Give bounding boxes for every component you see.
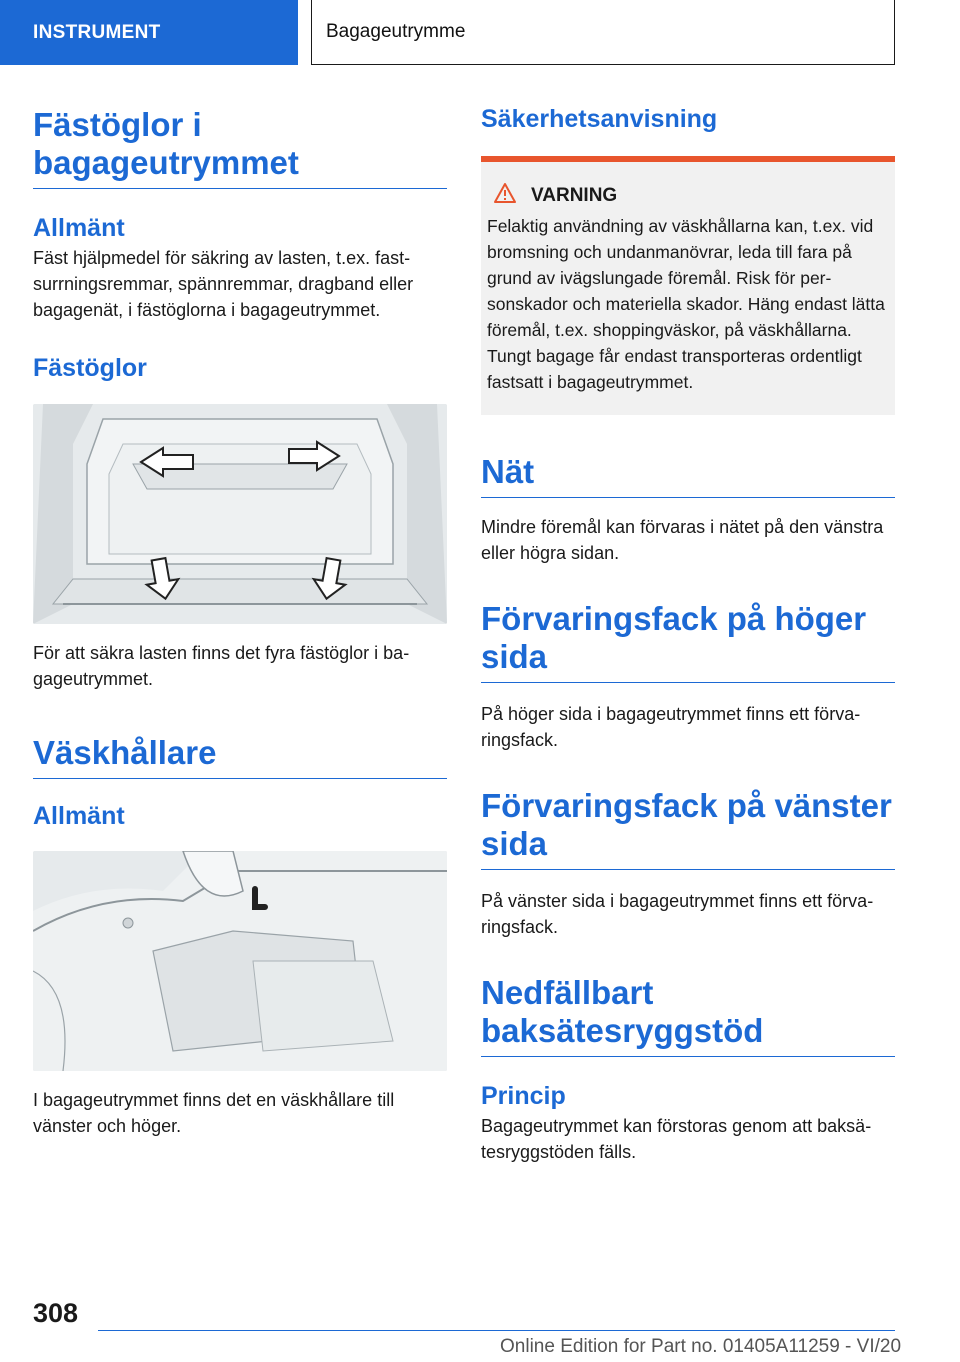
subheading-safety: Säkerhetsanvisning <box>481 105 718 133</box>
bag-hooks-caption: I bagageutrymmet finns det en väskhållare till vänster och höger. <box>33 1090 395 1136</box>
tie-down-eyes-illustration <box>33 404 447 624</box>
subheading-tie-down-eyes: Fästöglor <box>33 354 147 382</box>
section-title-right-compartment: Förvaringsfack på höger sida <box>481 600 895 683</box>
section-title-net: Nät <box>481 453 895 498</box>
section-title-bag-hooks: Väskhållare <box>33 734 447 779</box>
section-header-label: Bagageutrymme <box>326 21 466 42</box>
warning-header <box>487 182 887 209</box>
warning-triangle-icon <box>493 182 517 209</box>
general-paragraph: Fäst hjälpmedel för säkring av lasten, t.ex. fastsurrningsremmar, spännremmar, dragband eller bagagenät, i fästöglorna i bagageutrymmet. <box>33 248 414 320</box>
left-compartment-paragraph: På vänster sida i bagageutrymmet finns ett förvaringsfack. <box>481 891 874 937</box>
subheading-bag-hooks-general: Allmänt <box>33 802 125 830</box>
section-title-fold-down-backrest: Nedfällbart baksätesryggstöd <box>481 974 895 1057</box>
trunk-side-drawing <box>33 851 447 1071</box>
right-compartment-paragraph: På höger sida i bagageutrymmet finns ett förvaringsfack. <box>481 704 861 750</box>
warning-title: VARNING <box>531 184 618 206</box>
chapter-tab[interactable] <box>0 0 298 65</box>
chapter-tab-label: INSTRUMENT <box>33 21 161 43</box>
left-column <box>33 100 447 1139</box>
bag-hook-illustration <box>33 851 447 1071</box>
warning-box <box>481 156 895 415</box>
warning-text: Felaktig användning av väskhållarna kan, t.ex. vid bromsning och undanmanövrar, leda till fara på grund av ivägslungade föremål. Risk för personskador och materiella skador. Häng endast lätta föremål, t.ex. shoppingväskor, på väskhållarna. Tungt bagage får endast transporteras ordentligt fastsatt i bagageutrymmet. <box>487 216 885 392</box>
page-number: 308 <box>33 1298 79 1328</box>
section-header <box>311 0 895 65</box>
net-paragraph: Mindre föremål kan förvaras i nätet på den vänstra eller högra sidan. <box>481 517 884 563</box>
section-title-tie-down-eyes: Fästöglor i bagageutrymmet <box>33 106 447 189</box>
subheading-principle: Princip <box>481 1082 566 1110</box>
right-column <box>481 100 895 1165</box>
edition-note: Online Edition for Part no. 01405A11259 - VI/20 <box>500 1336 902 1357</box>
subheading-general: Allmänt <box>33 214 125 242</box>
trunk-floor-drawing <box>33 404 447 624</box>
section-title-left-compartment: Förvaringsfack på vänster sida <box>481 787 895 870</box>
tie-down-eyes-caption: För att säkra lasten finns det fyra fästöglor i bagageutrymmet. <box>33 643 410 689</box>
footer-divider <box>98 1330 895 1331</box>
principle-paragraph: Bagageutrymmet kan förstoras genom att baksätesryggstöden fälls. <box>481 1116 872 1162</box>
